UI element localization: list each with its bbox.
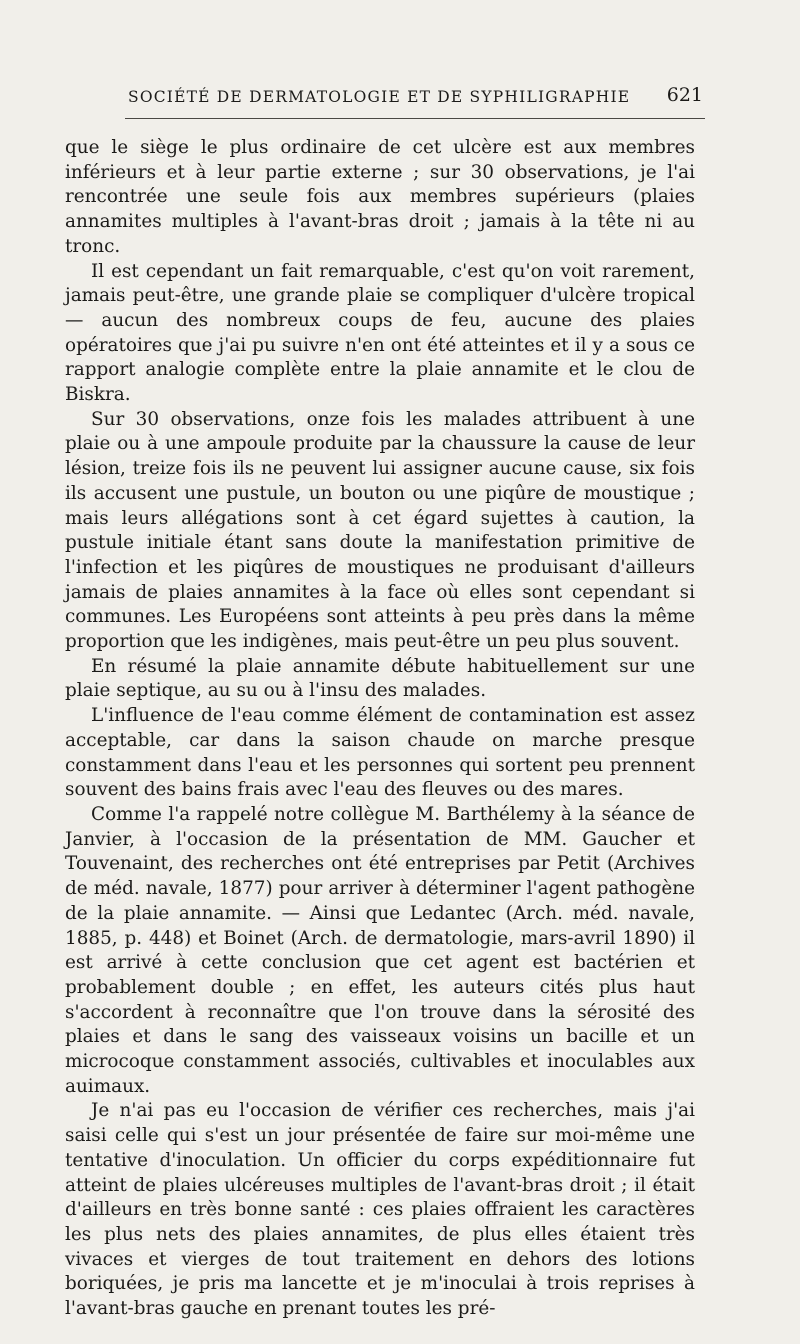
page-number: 621 <box>666 84 703 106</box>
paragraph: Je n'ai pas eu l'occasion de vérifier ces recherches, mais j'ai saisi celle qui s'est un jour présentée de faire sur moi-même une tentative d'inoculation. Un officier du corps expéditionnaire fut atteint de plaies ulcéreuses multiples de l'avant-bras droit ; il était d'ailleurs en très bonne santé : ces plaies offraient les caractères les plus nets des plaies annamites, de plus elles étaient très vivaces et vierges de tout traitement en dehors des lotions boriquées, je pris ma lancette et je m'inoculai à trois reprises à l'avant-bras gauche en prenant toutes les pré- <box>65 1100 695 1320</box>
running-head <box>128 84 703 112</box>
paragraph: Sur 30 observations, onze fois les malades attribuent à une plaie ou à une ampoule produite par la chaussure la cause de leur lésion, treize fois ils ne peuvent lui assigner aucune cause, six fois ils accusent une pustule, un bouton ou une piqûre de moustique ; mais leurs allégations sont à cet égard sujettes à caution, la pustule initiale étant sans doute la manifestation primitive de l'infection et les piqûres de moustiques ne produisant d'ailleurs jamais de plaies annamites à la face où elles sont cependant si communes. Les Européens sont atteints à peu près dans la même proportion que les indigènes, mais peut-être un peu plus souvent. <box>65 408 695 653</box>
paragraph: que le siège le plus ordinaire de cet ulcère est aux membres inférieurs et à leur partie externe ; sur 30 observations, je l'ai rencontrée une seule fois aux membres supérieurs (plaies annamites multiples à l'avant-bras droit ; jamais à la tête ni au tronc. <box>65 137 695 257</box>
running-title: SOCIÉTÉ DE DERMATOLOGIE ET DE SYPHILIGRAPHIE <box>128 88 631 106</box>
paragraph: Comme l'a rappelé notre collègue M. Barthélemy à la séance de Janvier, à l'occasion de la présentation de MM. Gaucher et Touvenaint, des recherches ont été entreprises par Petit (Archives de méd. navale, 1877) pour arriver à déterminer l'agent pathogène de la plaie annamite. — Ainsi que Ledantec (Arch. méd. navale, 1885, p. 448) et Boinet (Arch. de dermatologie, mars-avril 1890) il est arrivé à cette conclusion que cet agent est bactérien et probablement double ; en effet, les auteurs cités plus haut s'accordent à reconnaître que l'on trouve dans la sérosité des plaies et dans le sang des vaisseaux voisins un bacille et un microcoque constamment associés, cultivables et inoculables aux auimaux. <box>65 803 695 1097</box>
paragraph: Il est cependant un fait remarquable, c'est qu'on voit rarement, jamais peut-être, une grande plaie se compliquer d'ulcère tropical — aucun des nombreux coups de feu, aucune des plaies opératoires que j'ai pu suivre n'en ont été atteintes et il y a sous ce rapport analogie complète entre la plaie annamite et le clou de Biskra. <box>65 260 695 406</box>
paragraph: L'influence de l'eau comme élément de contamination est assez acceptable, car dans la saison chaude on marche presque constamment dans l'eau et les personnes qui sortent peu prennent souvent des bains frais avec l'eau des fleuves ou des mares. <box>65 705 695 801</box>
body-text <box>65 136 695 1322</box>
paragraph: En résumé la plaie annamite débute habituellement sur une plaie septique, au su ou à l'insu des malades. <box>65 655 695 702</box>
header-rule <box>125 118 705 119</box>
